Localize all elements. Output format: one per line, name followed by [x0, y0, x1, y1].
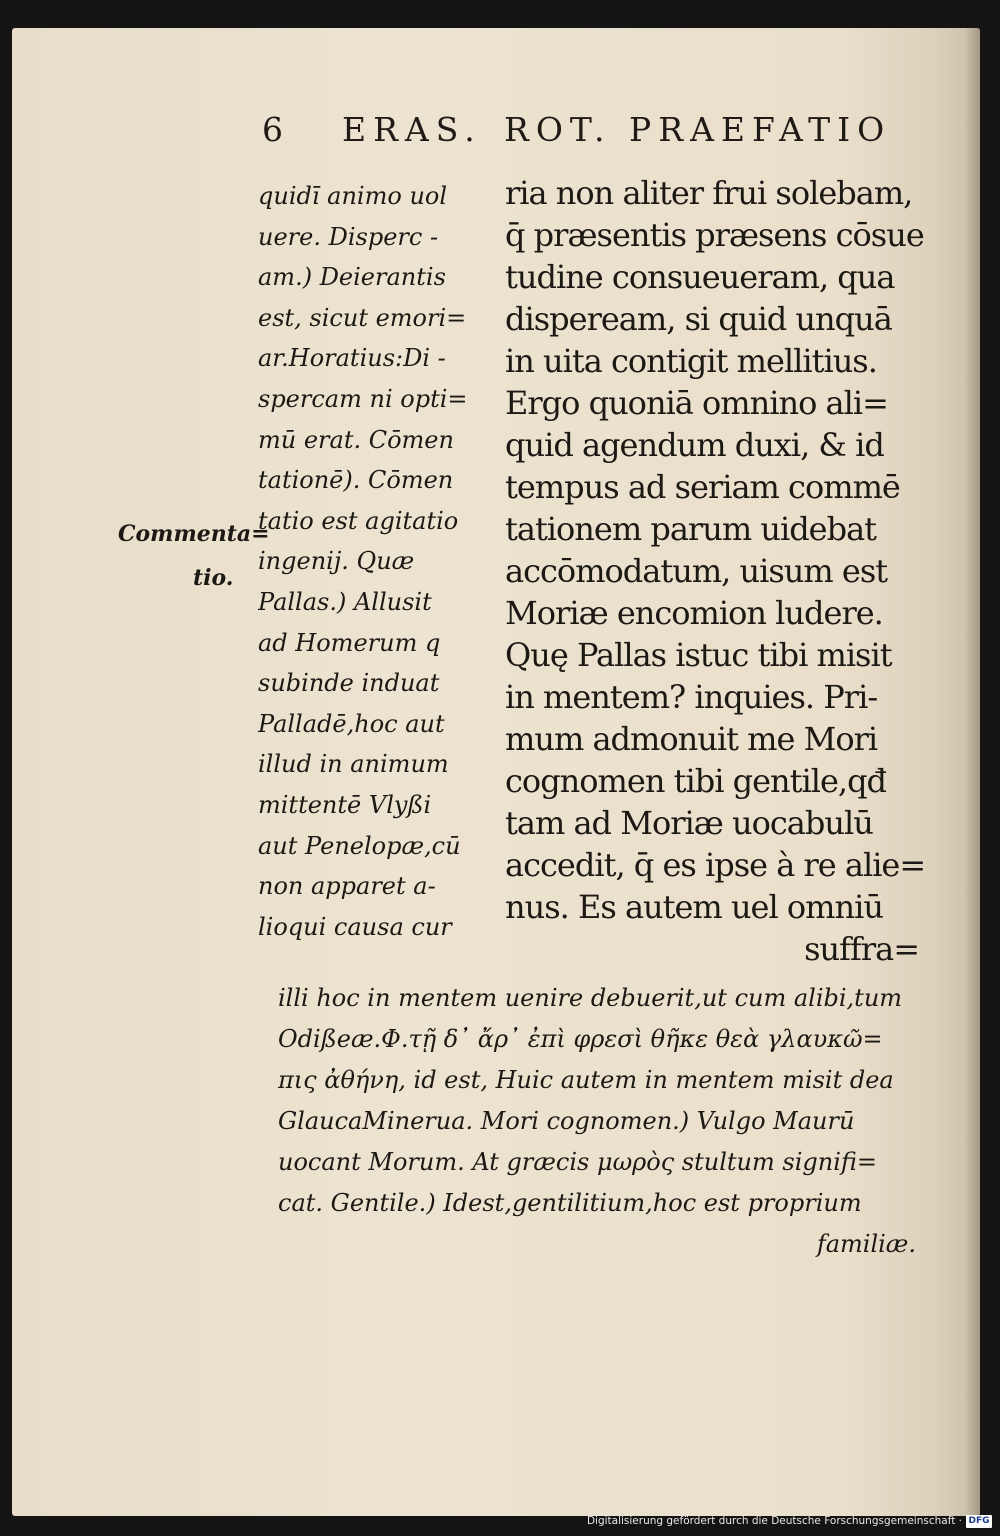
- main-text-line: tationem parum uidebat: [505, 510, 877, 548]
- commentary-line: illi hoc in mentem uenire debuerit,ut cum alibi,tum: [278, 984, 903, 1012]
- commentary-line: Palladē,hoc aut: [258, 709, 445, 738]
- commentary-line: lioqui causa cur: [258, 912, 452, 941]
- commentary-line: Odißeæ.Φ.τῇ δ᾽ ἄρ᾽ ἐπὶ φρεσὶ θῆκε θεὰ γλαυκῶ=: [278, 1025, 883, 1053]
- commentary-line: GlaucaMinerua. Mori cognomen.) Vulgo Maurū: [278, 1107, 855, 1135]
- main-text-line: Ergo quoniā omnino ali=: [505, 384, 888, 422]
- main-text-line: Moriæ encomion ludere.: [505, 594, 883, 632]
- page-number: 6: [262, 110, 290, 149]
- commentary-line: familiæ.: [816, 1230, 916, 1258]
- main-text-line: in mentem? inquies. Pri-: [505, 678, 878, 716]
- running-head-left: ERAS.: [342, 110, 482, 149]
- main-text-line: ria non aliter frui solebam,: [505, 174, 913, 212]
- commentary-line: aut Penelopæ,cū: [258, 831, 461, 860]
- running-head-right: ROT. PRAEFATIO: [504, 110, 892, 149]
- commentary-line: uere. Disperc -: [258, 222, 439, 251]
- commentary-line: πις ἀθήνη, id est, Huic autem in mentem misit dea: [278, 1066, 894, 1094]
- margin-note-line: tio.: [193, 565, 234, 591]
- running-head: [262, 110, 902, 162]
- commentary-line: non apparet a-: [258, 872, 436, 901]
- main-text-column: [505, 172, 925, 970]
- credit-text: Digitalisierung gefördert durch die Deutsche Forschungsgemeinschaft ·: [586, 1515, 962, 1527]
- commentary-line: est, sicut emori=: [258, 303, 467, 332]
- main-text-line: tam ad Moriæ uocabulū: [505, 804, 873, 842]
- main-text-line: tudine consueueram, qua: [505, 258, 895, 296]
- main-text-line: nus. Es autem uel omniū: [505, 888, 883, 926]
- main-text-line: quid agendum duxi, & id: [505, 426, 884, 464]
- main-text-line: Quę Pallas istuc tibi misit: [505, 636, 892, 674]
- footer-credit: [587, 1510, 992, 1532]
- main-text-line: accōmodatum, uisum est: [505, 552, 888, 590]
- commentary-line: tationē). Cōmen: [258, 466, 454, 495]
- full-width-commentary: [278, 978, 928, 1265]
- commentary-line: am.) Deierantis: [258, 263, 446, 292]
- commentary-line: subinde induat: [258, 669, 440, 698]
- main-text-line: q̄ præsentis præsens cōsue: [505, 216, 924, 254]
- catchword: suffra=: [804, 930, 919, 968]
- commentary-line: ar.Horatius:Di -: [258, 344, 446, 373]
- commentary-line: tatio est agitatio: [258, 506, 459, 535]
- commentary-line: uocant Morum. At græcis μωρὸς stultum signifi=: [278, 1148, 877, 1176]
- commentary-line: ad Homerum q: [258, 628, 441, 657]
- commentary-line: cat. Gentile.) Idest,gentilitium,hoc est proprium: [278, 1189, 862, 1217]
- commentary-line: ingenij. Quæ: [258, 547, 415, 576]
- commentary-line: Pallas.) Allusit: [258, 587, 432, 616]
- dfg-logo-icon: DFG: [966, 1515, 992, 1528]
- main-text-line: cognomen tibi gentile,qđ: [505, 762, 887, 800]
- commentary-line: mū erat. Cōmen: [258, 425, 454, 454]
- main-text-line: accedit, q̄ es ipse à re alie=: [505, 846, 925, 884]
- margin-note-line: Commenta=: [118, 521, 270, 547]
- commentary-line: illud in animum: [258, 750, 449, 779]
- main-text-line: tempus ad seriam commē: [505, 468, 900, 506]
- commentary-line: mittentē Vlyßi: [258, 790, 432, 819]
- main-text-line: dispeream, si quid unquā: [505, 300, 892, 338]
- main-text-line: in uita contigit mellitius.: [505, 342, 877, 380]
- commentary-column: [258, 176, 488, 947]
- commentary-line: spercam ni opti=: [258, 384, 468, 413]
- main-text-line: mum admonuit me Mori: [505, 720, 878, 758]
- commentary-line: quidī animo uol: [258, 182, 448, 210]
- margin-note: [118, 512, 268, 600]
